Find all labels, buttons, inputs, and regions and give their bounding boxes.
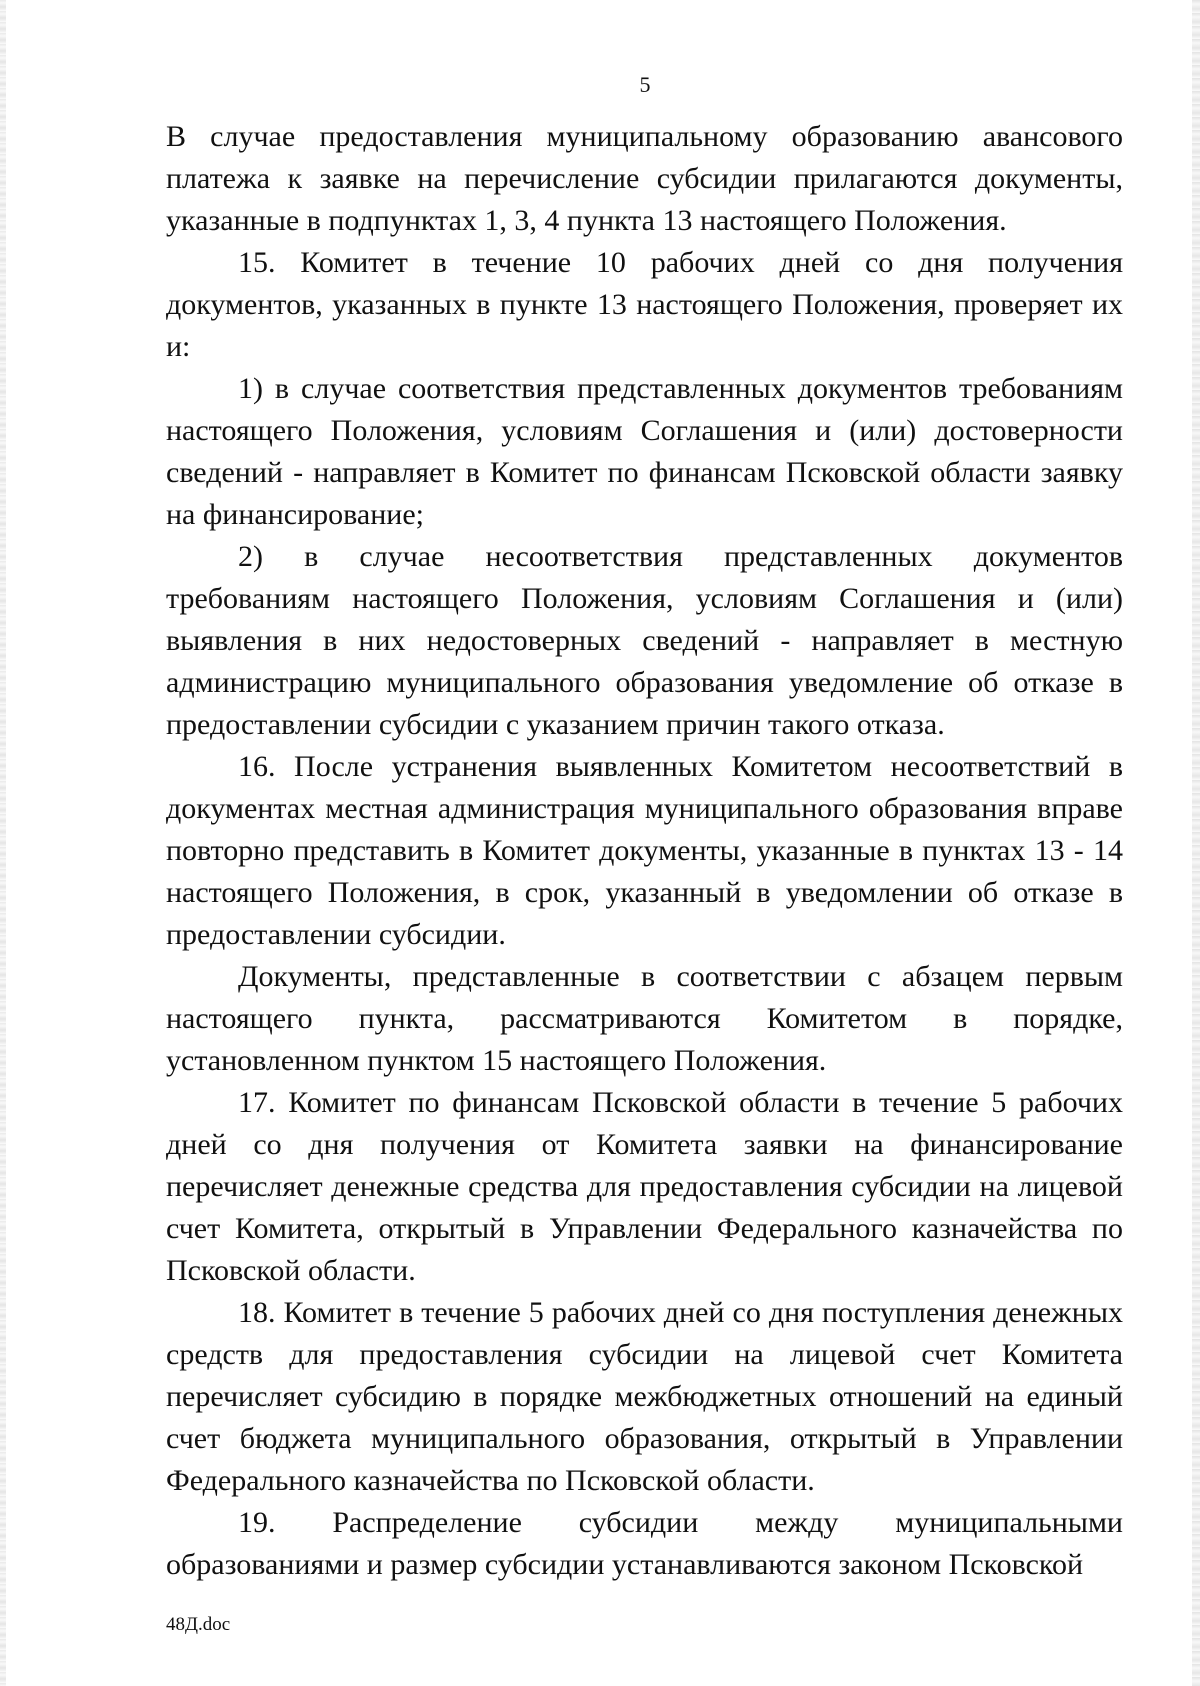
page-number: 5 — [639, 72, 651, 97]
paragraph-item-18: 18. Комитет в течение 5 рабочих дней со дня поступления денежных средств для предоставления субсидии на лицевой счет Комитета перечисляет субсидию в порядке межбюджетных отношений на единый счет бюджета муниципального образования, открытый в Управлении Федерального казначейства по Псковской области. — [166, 1296, 1123, 1497]
paragraph-item-17: 17. Комитет по финансам Псковской области в течение 5 рабочих дней со дня получения от Комитета заявки на финансирование перечисляет денежные средства для предоставления субсидии на лицевой счет Комитета, открытый в Управлении Федерального казначейства по Псковской области. — [166, 1086, 1123, 1287]
scan-edge-right — [1192, 0, 1200, 1686]
paragraph-item-16: 16. После устранения выявленных Комитетом несоответствий в документах местная администрация муниципального образования вправе повторно представить в Комитет документы, указанные в пунктах 13 - 14 настоящего Положения, в срок, указанный в уведомлении об отказе в предоставлении субсидии. — [166, 750, 1123, 951]
scan-edge-left — [0, 0, 6, 1686]
paragraph-item-16-documents: Документы, представленные в соответствии с абзацем первым настоящего пункта, рассматриваются Комитетом в порядке, установленном пунктом 15 настоящего Положения. — [166, 960, 1123, 1077]
document-body — [166, 116, 1123, 1586]
paragraph-item-19: 19. Распределение субсидии между муниципальными образованиями и размер субсидии устанавливаются законом Псковской — [166, 1506, 1123, 1581]
paragraph-advance-payment: В случае предоставления муниципальному образованию авансового платежа к заявке на перечисление субсидии прилагаются документы, указанные в подпунктах 1, 3, 4 пункта 13 настоящего Положения. — [166, 120, 1123, 237]
paragraph-item-15: 15. Комитет в течение 10 рабочих дней со дня получения документов, указанных в пункте 13 настоящего Положения, проверяет их и: — [166, 246, 1123, 363]
paragraph-subitem-2: 2) в случае несоответствия представленных документов требованиям настоящего Положения, условиям Соглашения и (или) выявления в них недостоверных сведений - направляет в местную администрацию муниципального образования уведомление об отказе в предоставлении субсидии с указанием причин такого отказа. — [166, 540, 1123, 741]
footer-filename: 48Д.doc — [166, 1614, 231, 1635]
paragraph-subitem-1: 1) в случае соответствия представленных документов требованиям настоящего Положения, условиям Соглашения и (или) достоверности сведений - направляет в Комитет по финансам Псковской области заявку на финансирование; — [166, 372, 1123, 531]
